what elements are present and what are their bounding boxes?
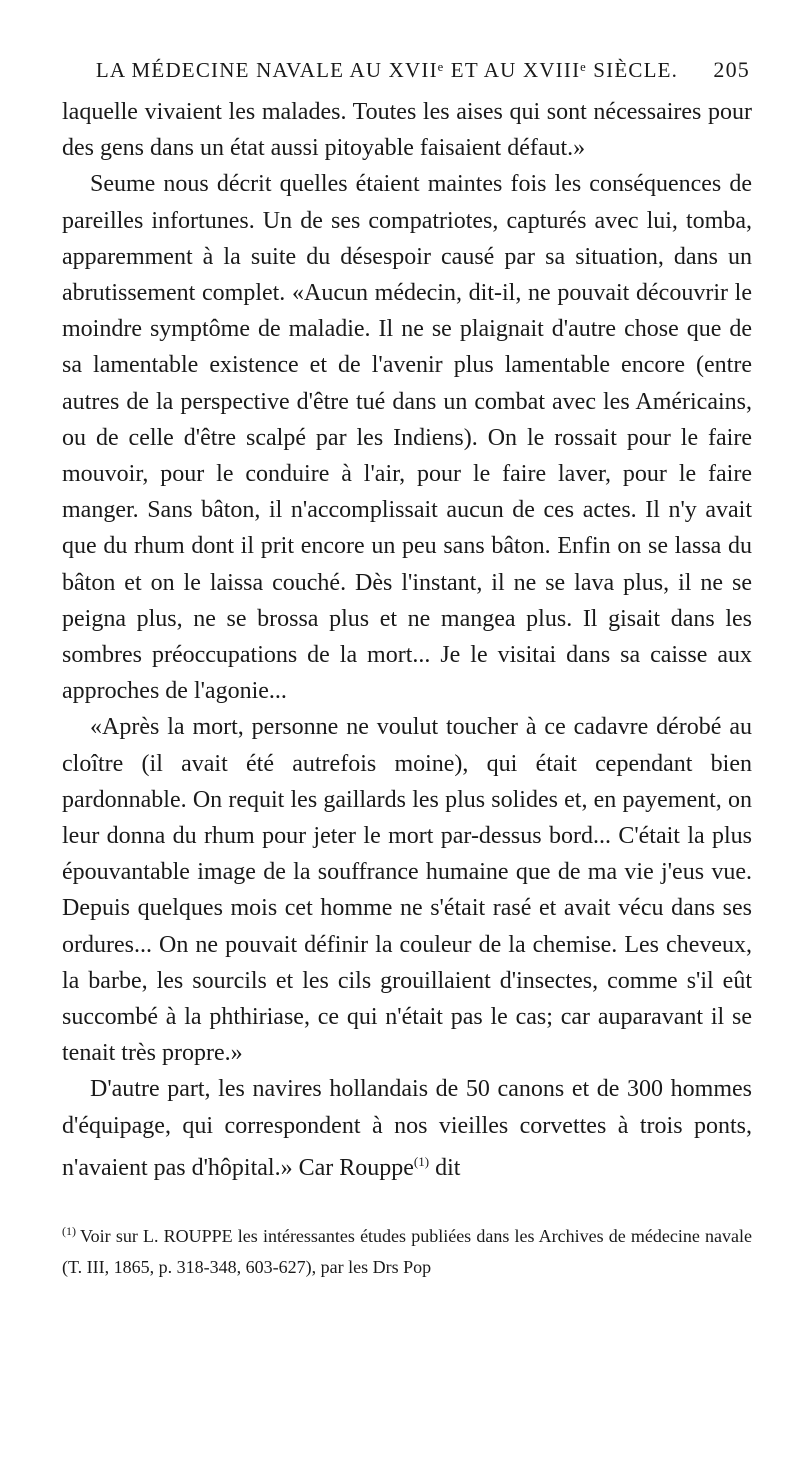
- body-text: [62, 94, 752, 1186]
- page-number: 205: [713, 57, 750, 82]
- footnote-text: Voir sur L. ROUPPE les intéressantes études publiées dans les Archives de médecine navale (T. III, 1865, p. 318-348, 603-627), par les Drs Pop: [62, 1226, 752, 1278]
- paragraph-apres-la-mort: «Après la mort, personne ne voulut toucher à ce cadavre dérobé au cloître (il avait été autrefois moine), qui était cependant bien pardonnable. On requit les gaillards les plus solides et, en payement, on leur donna du rhum pour jeter le mort par-dessus bord... C'était la plus épouvantable image de la souffrance humaine que de ma vie j'eus vue. Depuis quelques mois cet homme ne s'était rasé et avait vécu dans ses ordures... On ne pouvait définir la couleur de la chemise. Les cheveux, la barbe, les sourcils et les cils grouillaient d'insectes, comme s'il eût succombé à la phthiriase, ce qui n'était pas le cas; car auparavant il se tenait très propre.»: [62, 714, 752, 1067]
- paragraph-tail: dit: [429, 1154, 461, 1181]
- paragraph-continued: laquelle vivaient les malades. Toutes les aises qui sont nécessaires pour des gens dans un état aussi pitoyable faisaient défaut.»: [62, 99, 752, 162]
- paragraph-seume: Seume nous décrit quelles étaient maintes fois les conséquences de pareilles infortunes. Un de ses compatriotes, capturés avec lui, tomba, apparemment à la suite du désespoir causé par sa situation, dans un abrutissement complet. «Aucun médecin, dit-il, ne pouvait découvrir le moindre symptôme de maladie. Il ne se plaignait d'autre chose que de sa lamentable existence et de l'avenir plus lamentable encore (entre autres de la perspective d'être tué dans un combat avec les Américains, ou de celle d'être scalpé par les Indiens). On le rossait pour le faire mouvoir, pour le conduire à l'air, pour le faire laver, pour le faire manger. Sans bâton, il n'accomplissait aucun de ces actes. Il n'y avait que du rhum dont il prit encore un peu sans bâton. Enfin on se lassa du bâton et on le laissa couché. Dès l'instant, il ne se lava plus, il ne se peigna plus, ne se brossa plus et ne mangea plus. Il gisait dans les sombres préoccupations de la mort... Je le visitai dans sa caisse aux approches de l'agonie...: [62, 171, 752, 705]
- footnote: [62, 1216, 752, 1283]
- paragraph-navires-hollandais: [62, 1071, 752, 1186]
- paragraph-text: D'autre part, les navires hollandais de 50 canons et de 300 hommes d'équipage, qui correspondent à nos vieilles corvettes à trois ponts, n'avaient pas d'hôpital.» Car Rouppe: [62, 1076, 752, 1181]
- running-head-title: LA MÉDECINE NAVALE AU XVIIᵉ ET AU XVIIIᵉ SIÈCLE.: [95, 58, 679, 82]
- footnote-reference: (1): [413, 1153, 430, 1169]
- footnote-spacer: [62, 1186, 752, 1216]
- running-head: [62, 52, 752, 88]
- footnote-marker: (1): [62, 1224, 76, 1239]
